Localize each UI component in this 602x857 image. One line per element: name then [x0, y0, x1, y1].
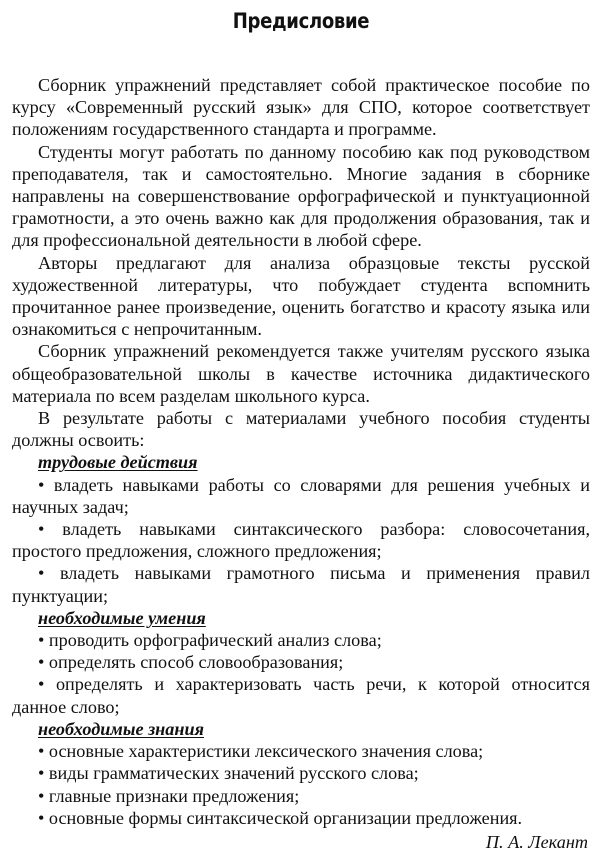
paragraph: Студенты могут работать по данному пособию как под руководством преподавателя, так и самостоятельно. Многие задания в сборнике направлены на совершенствование орфографической и пунктуационной грамотности, а это очень важно как для продолжения образования, так и для профессиональной деятельности в любой сфере.: [12, 141, 590, 251]
list-item: • определять и характеризовать часть речи, к которой относится данное слово;: [12, 674, 590, 717]
paragraph: Авторы предлагают для анализа образцовые тексты русской художественной литературы, что побуждает студента вспомнить прочитанное ранее произведение, оценить богатство и красоту языка или ознакомиться с непрочитанным.: [12, 252, 590, 340]
paragraph: Сборник упражнений представляет собой практическое пособие по курсу «Современный русский язык» для СПО, которое соответствует положениям государственного стандарта и программе.: [12, 75, 590, 140]
document-page: [12, 0, 590, 853]
paragraph: В результате работы с материалами учебного пособия студенты должны освоить:: [12, 408, 590, 451]
section-heading-labor-actions: трудовые действия: [38, 452, 198, 473]
list-item: • главные признаки предложения;: [38, 785, 300, 806]
paragraph: Сборник упражнений рекомендуется также учителям русского языка общеобразовательной школы в качестве источника дидактического материала по всем разделам школьного курса.: [12, 341, 590, 406]
list-item: • определять способ словообразования;: [38, 652, 344, 673]
list-item: • владеть навыками синтаксического разбора: словосочетания, простого предложения, сложного предложения;: [12, 519, 590, 562]
list-item: • проводить орфографический анализ слова;: [38, 630, 382, 651]
preface-body: [12, 74, 590, 853]
list-item: • владеть навыками грамотного письма и применения правил пунктуации;: [12, 563, 590, 606]
list-item: • основные характеристики лексического значения слова;: [38, 741, 484, 762]
section-heading-required-skills: необходимые умения: [38, 607, 206, 628]
list-item: • основные формы синтаксической организации предложения.: [38, 807, 523, 828]
list-item: • виды грамматических значений русского слова;: [38, 763, 419, 784]
page-title: Предисловие: [232, 9, 370, 33]
list-item: • владеть навыками работы со словарями для решения учебных и научных задач;: [12, 474, 590, 517]
section-heading-required-knowledge: необходимые знания: [38, 718, 204, 739]
author-signature: П. А. Лекант: [485, 831, 588, 852]
